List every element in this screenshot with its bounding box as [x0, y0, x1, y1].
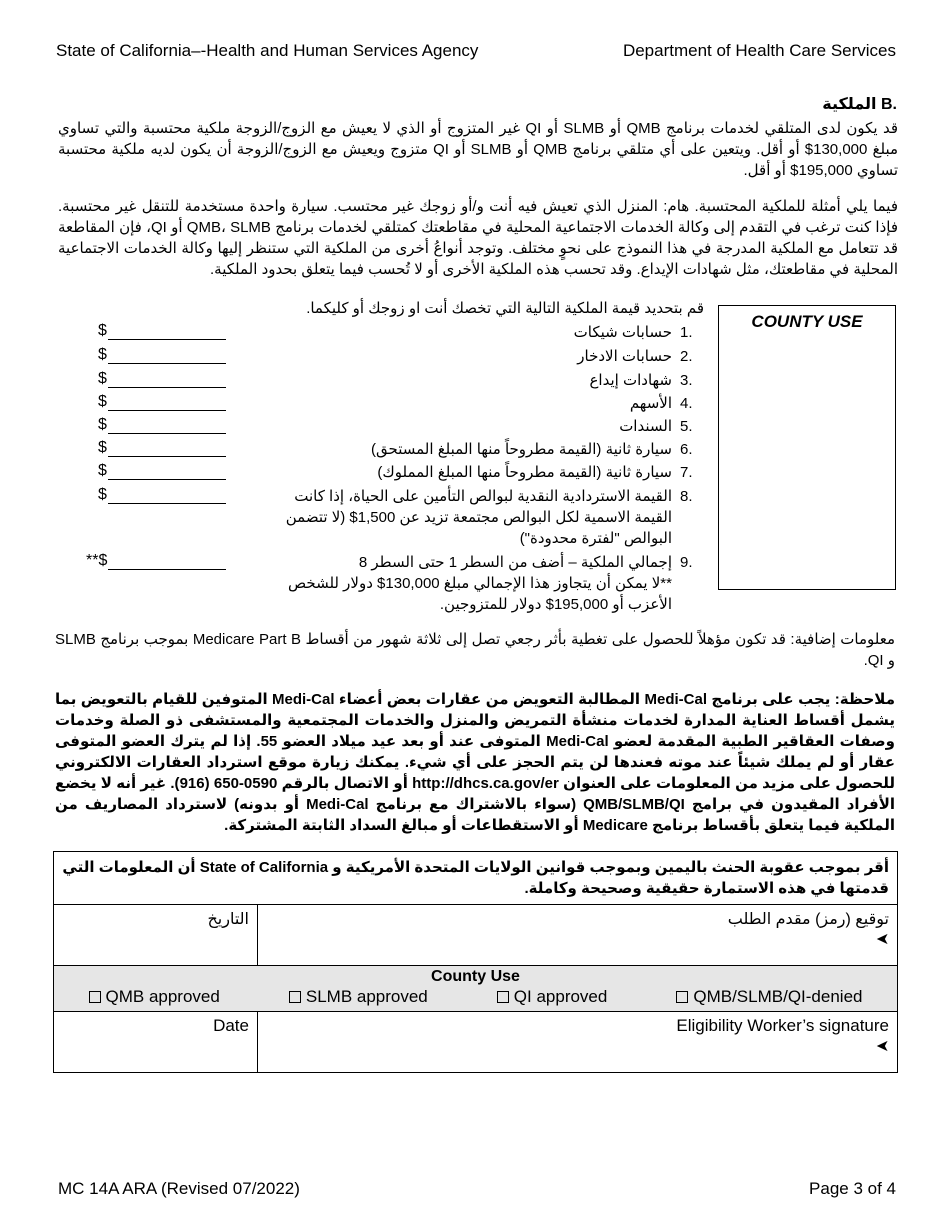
property-item-7	[284, 462, 704, 483]
property-item-2	[284, 346, 704, 367]
applicant-signature-cell[interactable]	[258, 905, 898, 966]
amount-field-7[interactable]	[98, 462, 226, 480]
amount-blank[interactable]	[108, 464, 226, 480]
dollar-sign: $	[98, 322, 107, 339]
worker-signature-label: Eligibility Worker’s signature	[676, 1016, 889, 1035]
option-label: QMB/SLMB/QI-denied	[693, 987, 863, 1006]
amount-blank[interactable]	[108, 441, 226, 457]
dollar-sign: $	[98, 346, 107, 363]
item-label: شهادات إيداع	[589, 372, 672, 389]
item-number: 2.	[680, 348, 693, 365]
dollar-sign: $	[98, 370, 107, 387]
dollar-sign: $	[98, 486, 107, 503]
item-label: السندات	[619, 418, 672, 435]
amount-blank[interactable]	[108, 348, 226, 364]
checkbox-icon[interactable]	[497, 991, 509, 1003]
county-use-box	[718, 305, 896, 590]
item-number: 4.	[680, 395, 693, 412]
item-number: 8.	[680, 488, 693, 505]
page-number: Page 3 of 4	[809, 1179, 896, 1198]
item-label: إجمالي الملكية – أضف من السطر 1 حتى السطر 8	[358, 554, 672, 571]
item-number: 5.	[680, 418, 693, 435]
item-number: 9.	[680, 554, 693, 571]
item-label: القيمة الاستردادية النقدية لبوالص التأمين على الحياة، إذا كانت القيمة الاسمية لكل البوالص مجتمعة تزيد عن 1,500$ (لا تتضمن البوالص "لفترة محدودة")	[285, 488, 672, 547]
item-label: الأسهم	[629, 395, 672, 412]
amount-field-3[interactable]	[98, 370, 226, 388]
amount-field-5[interactable]	[98, 416, 226, 434]
checkbox-icon[interactable]	[676, 991, 688, 1003]
property-item-4	[284, 393, 704, 414]
property-item-3	[284, 370, 704, 391]
option-qi-approved[interactable]	[497, 987, 608, 1007]
property-instruction: قم بتحديد قيمة الملكية التالية التي تخصك أنت او زوجك أو كليكما.	[306, 300, 704, 317]
item-number: 7.	[680, 464, 693, 481]
date-cell-arabic[interactable]	[54, 905, 258, 966]
dollar-sign: $	[98, 393, 107, 410]
section-b-paragraph-1: قد يكون لدى المتلقي لخدمات برنامج QMB أو SLMB أو QI غير المتزوج أو الذي لا يعيش مع الزوج/الزوجة ملكية محتسبة والتي تساوي مبلغ 130,000$ أو أقل. ويتعين على أي متلقي برنامج QMB أو SLMB أو QI متزوج ويعيش مع الزوج/الزوجة أن يكون لديه ملكية محتسبة تساوي 195,000$ أو أقل.	[58, 120, 899, 179]
checkbox-icon[interactable]	[289, 991, 301, 1003]
header-agency: State of California–-Health and Human Services Agency	[56, 41, 479, 60]
item-number: 6.	[680, 441, 693, 458]
option-label: QMB approved	[105, 987, 220, 1006]
additional-info: معلومات إضافية: قد تكون مؤهلاً للحصول على تغطية بأثر رجعي تصل إلى ثلاثة شهور من أقساط Medicare Part B بموجب برنامج SLMB و QI.	[55, 631, 896, 669]
signature-table	[53, 851, 898, 1073]
dollar-sign: $	[98, 439, 107, 456]
option-label: SLMB approved	[305, 987, 428, 1006]
amount-field-1[interactable]	[98, 322, 226, 340]
estate-recovery-note: ملاحظة: يجب على برنامج Medi-Cal المطالبة التعويض من عقارات بعض أعضاء Medi-Cal المتوفين للقيام بالتعويض بما يشمل أقساط العناية المدارة لخدمات منشأة التمريض والمنزل والخدمات المجتمعية والمستشفى ذو الصلة وخدمات وصفات العقاقير الطبية المقدمة لعضو Medi-Cal المتوفى عند أو بعد عيد ميلاد العضو 55. إذا لم يترك العضو المتوفى عقار أو لم يملك شيئاً عند موته فعندها لن يتم الحجز على أي شيء. يمكنك زيارة موقع استرداد العقارات الالكتروني للحصول على مزيد من المعلومات على العنوان http://dhcs.ca.gov/er أو الاتصال بالرقم 0590-650 (916). غير أنه لا يخضع الأفراد المقيدون في برامج QMB/SLMB/QI (سواء بالاشتراك مع برنامج Medi-Cal أو بدونه) لاسترداد المصاريف من الملكية فيما يتعلق بأقساط برنامج Medicare أو الاستقطاعات أو مبالغ السداد الثابتة المشتركة.	[55, 691, 896, 834]
item-number: 1.	[680, 324, 693, 341]
option-slmb-approved[interactable]	[289, 987, 428, 1007]
perjury-declaration: أقر بموجب عقوبة الحنث باليمين وبموجب قوانين الولايات المتحدة الأمريكية و State of California أن المعلومات التي قدمتها في هذه الاستمارة حقيقية وصحيحة وكاملة.	[54, 852, 898, 905]
arrow-icon: ➤	[875, 1038, 889, 1055]
amount-blank[interactable]	[108, 554, 226, 570]
property-item-5	[284, 416, 704, 437]
arrow-icon: ➤	[875, 931, 889, 948]
amount-field-6[interactable]	[98, 439, 226, 457]
amount-blank[interactable]	[108, 488, 226, 504]
checkbox-icon[interactable]	[89, 991, 101, 1003]
applicant-signature-label: توقيع (رمز) مقدم الطلب	[727, 911, 889, 928]
item-label: حسابات شيكات	[573, 324, 672, 341]
property-item-9	[284, 552, 704, 615]
item-label: سيارة ثانية (القيمة مطروحاً منها المبلغ المملوك)	[377, 464, 672, 481]
worker-signature-cell[interactable]	[258, 1012, 898, 1073]
form-number: MC 14A ARA (Revised 07/2022)	[58, 1179, 300, 1198]
option-label: QI approved	[513, 987, 608, 1006]
county-use-box-title: COUNTY USE	[751, 312, 863, 331]
amount-blank[interactable]	[108, 324, 226, 340]
property-item-8	[284, 486, 704, 549]
item-label: حسابات الادخار	[577, 348, 672, 365]
amount-blank[interactable]	[108, 418, 226, 434]
item-label: سيارة ثانية (القيمة مطروحاً منها المبلغ المستحق)	[371, 441, 672, 458]
county-use-row	[54, 966, 898, 1012]
amount-blank[interactable]	[108, 372, 226, 388]
property-item-1	[284, 322, 704, 343]
section-b-paragraph-2: فيما يلي أمثلة للملكية المحتسبة. هام: المنزل الذي تعيش فيه أنت و/أو زوجك غير محتسب. سيارة واحدة مستخدمة للتنقل غير محتسبة. فإذا كنت ترغب في التقدم إلى وكالة الخدمات الاجتماعية المحلية في مقاطعتك كمتلقي لخدمات برنامج QMB، SLMB أو QI، فإن المقاطعة قد تتعامل مع الملكية المدرجة في هذا النموذج على نحوٍ مختلف. وتوجد أنواعُ أخرى من الملكية التي ستنظر إليها وكالة الخدمات الاجتماعية المحلية في مقاطعتك، مثل شهادات الإيداع. وقد تحسب هذه الملكية الأخرى أو لا تُحسب فيما يتعلق بحدود الملكية.	[58, 198, 898, 278]
amount-blank[interactable]	[108, 395, 226, 411]
dollar-sign: $	[98, 462, 107, 479]
amount-field-4[interactable]	[98, 393, 226, 411]
header-department: Department of Health Care Services	[622, 41, 896, 60]
date-label-arabic: التاريخ	[207, 911, 249, 928]
item-9-limit-note: **لا يمكن أن يتجاوز هذا الإجمالي مبلغ 130,000$ دولار للشخص الأعزب أو 195,000$ دولار للمتزوجين.	[288, 575, 672, 613]
date-cell[interactable]	[54, 1012, 258, 1073]
section-b-heading: .B الملكية	[822, 96, 897, 113]
dollar-sign: **$	[86, 552, 108, 569]
date-label: Date	[213, 1016, 249, 1035]
dollar-sign: $	[98, 416, 107, 433]
option-qmb-approved[interactable]	[89, 987, 220, 1007]
county-use-title: County Use	[431, 968, 520, 985]
amount-field-total[interactable]	[86, 552, 226, 570]
amount-field-8[interactable]	[98, 486, 226, 504]
amount-field-2[interactable]	[98, 346, 226, 364]
property-item-6	[284, 439, 704, 460]
item-number: 3.	[680, 372, 693, 389]
option-denied[interactable]	[676, 987, 862, 1007]
